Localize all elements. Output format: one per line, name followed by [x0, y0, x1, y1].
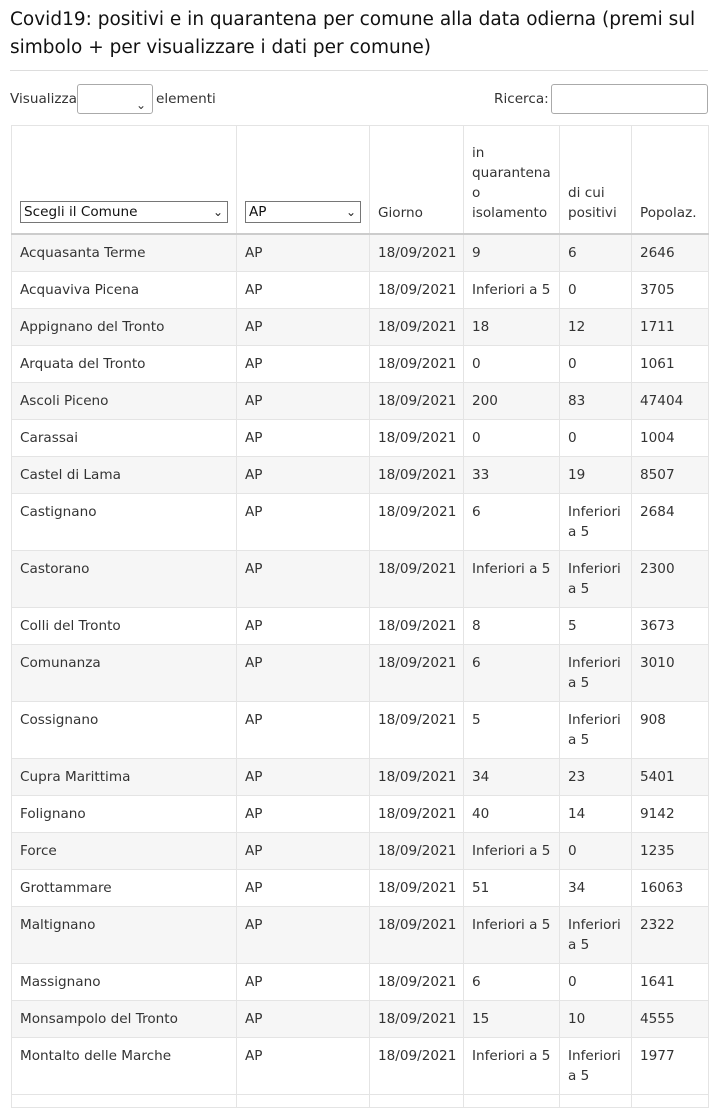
table-row[interactable] — [12, 1001, 709, 1038]
cell-giorno: 18/09/2021 — [370, 494, 464, 551]
table-row[interactable] — [12, 1038, 709, 1095]
cell-quarantena: 6 — [464, 964, 560, 1001]
cell-popolazione: 47404 — [632, 383, 709, 420]
cell-positivi: Inferiori a 5 — [560, 551, 632, 608]
cell-quarantena: 40 — [464, 796, 560, 833]
cell-popolazione: 16063 — [632, 870, 709, 907]
cell-comune: Comunanza — [12, 645, 237, 702]
cell-provincia: AP — [237, 702, 370, 759]
table-row[interactable] — [12, 702, 709, 759]
cell-comune: Acquaviva Picena — [12, 272, 237, 309]
cell-giorno: 18/09/2021 — [370, 645, 464, 702]
cell-giorno: 18/09/2021 — [370, 346, 464, 383]
cell-giorno: 18/09/2021 — [370, 383, 464, 420]
page-length-control — [10, 84, 216, 114]
table-row[interactable] — [12, 309, 709, 346]
cell-popolazione: 8507 — [632, 457, 709, 494]
cell-positivi: 5 — [560, 608, 632, 645]
cell-popolazione: 1711 — [632, 309, 709, 346]
cell-popolazione: 1977 — [632, 1038, 709, 1095]
comune-filter-select[interactable] — [20, 201, 228, 223]
cell-giorno: 18/09/2021 — [370, 870, 464, 907]
cell-provincia: AP — [237, 420, 370, 457]
cell-positivi: Inferiori a 5 — [560, 494, 632, 551]
cell-comune: Acquasanta Terme — [12, 234, 237, 272]
cell-popolazione: 908 — [632, 702, 709, 759]
empty-cell — [464, 1095, 560, 1108]
empty-cell — [12, 1095, 237, 1108]
cell-positivi: 0 — [560, 833, 632, 870]
table-row[interactable] — [12, 457, 709, 494]
cell-comune: Castignano — [12, 494, 237, 551]
chevron-down-icon: ⌄ — [345, 205, 356, 219]
cell-positivi: 19 — [560, 457, 632, 494]
cell-quarantena: 8 — [464, 608, 560, 645]
empty-cell — [237, 1095, 370, 1108]
cell-giorno: 18/09/2021 — [370, 234, 464, 272]
cell-comune: Folignano — [12, 796, 237, 833]
search-input[interactable] — [551, 84, 708, 114]
empty-cell — [370, 1095, 464, 1108]
title-divider — [10, 70, 708, 71]
cell-provincia: AP — [237, 309, 370, 346]
cell-quarantena: Inferiori a 5 — [464, 833, 560, 870]
cell-quarantena: 51 — [464, 870, 560, 907]
cell-provincia: AP — [237, 383, 370, 420]
cell-positivi: 23 — [560, 759, 632, 796]
cell-popolazione: 3705 — [632, 272, 709, 309]
cell-provincia: AP — [237, 964, 370, 1001]
cell-giorno: 18/09/2021 — [370, 608, 464, 645]
cell-positivi: Inferiori a 5 — [560, 1038, 632, 1095]
cell-positivi: 0 — [560, 346, 632, 383]
table-row[interactable] — [12, 645, 709, 702]
cell-provincia: AP — [237, 796, 370, 833]
header-positivi[interactable]: di cui positivi — [560, 126, 632, 235]
chevron-down-icon: ⌄ — [212, 205, 223, 219]
cell-provincia: AP — [237, 551, 370, 608]
cell-provincia: AP — [237, 234, 370, 272]
cell-comune: Monsampolo del Tronto — [12, 1001, 237, 1038]
cell-provincia: AP — [237, 608, 370, 645]
cell-provincia: AP — [237, 346, 370, 383]
cell-provincia: AP — [237, 1001, 370, 1038]
table-row[interactable] — [12, 420, 709, 457]
cell-provincia: AP — [237, 759, 370, 796]
cell-popolazione: 3673 — [632, 608, 709, 645]
cell-positivi: 34 — [560, 870, 632, 907]
cell-quarantena: 18 — [464, 309, 560, 346]
cell-giorno: 18/09/2021 — [370, 964, 464, 1001]
page-length-suffix: elementi — [156, 91, 216, 107]
cell-giorno: 18/09/2021 — [370, 702, 464, 759]
data-table — [11, 125, 709, 1108]
cell-provincia: AP — [237, 457, 370, 494]
cell-giorno: 18/09/2021 — [370, 1038, 464, 1095]
cell-comune: Maltignano — [12, 907, 237, 964]
cell-comune: Castorano — [12, 551, 237, 608]
provincia-filter-select[interactable] — [245, 201, 361, 223]
comune-filter-value: Scegli il Comune — [24, 204, 138, 220]
cell-comune: Cupra Marittima — [12, 759, 237, 796]
cell-quarantena: 6 — [464, 494, 560, 551]
cell-giorno: 18/09/2021 — [370, 420, 464, 457]
cell-positivi: 14 — [560, 796, 632, 833]
cell-popolazione: 2684 — [632, 494, 709, 551]
cell-comune: Colli del Tronto — [12, 608, 237, 645]
cell-provincia: AP — [237, 833, 370, 870]
table-body — [12, 234, 709, 1108]
table-row[interactable] — [12, 608, 709, 645]
cell-positivi: 12 — [560, 309, 632, 346]
header-popolazione[interactable]: Popolaz. — [632, 126, 709, 235]
cell-comune: Cossignano — [12, 702, 237, 759]
cell-quarantena: 34 — [464, 759, 560, 796]
header-comune — [12, 126, 237, 235]
cell-comune: Massignano — [12, 964, 237, 1001]
table-row[interactable] — [12, 796, 709, 833]
empty-cell — [632, 1095, 709, 1108]
header-quarantena[interactable]: in quarantena o isolamento — [464, 126, 560, 235]
provincia-filter-value: AP — [249, 204, 267, 220]
cell-quarantena: 0 — [464, 346, 560, 383]
table-row — [12, 1095, 709, 1108]
cell-popolazione: 2300 — [632, 551, 709, 608]
cell-popolazione: 4555 — [632, 1001, 709, 1038]
cell-quarantena: Inferiori a 5 — [464, 551, 560, 608]
cell-provincia: AP — [237, 494, 370, 551]
cell-quarantena: 9 — [464, 234, 560, 272]
cell-quarantena: 200 — [464, 383, 560, 420]
cell-positivi: 0 — [560, 964, 632, 1001]
cell-popolazione: 1235 — [632, 833, 709, 870]
cell-positivi: Inferiori a 5 — [560, 645, 632, 702]
cell-giorno: 18/09/2021 — [370, 907, 464, 964]
cell-comune: Appignano del Tronto — [12, 309, 237, 346]
cell-provincia: AP — [237, 907, 370, 964]
cell-provincia: AP — [237, 272, 370, 309]
cell-provincia: AP — [237, 645, 370, 702]
search-label: Ricerca: — [494, 91, 549, 107]
cell-positivi: 0 — [560, 420, 632, 457]
cell-popolazione: 1061 — [632, 346, 709, 383]
cell-quarantena: Inferiori a 5 — [464, 1038, 560, 1095]
header-provincia — [237, 126, 370, 235]
cell-positivi: 0 — [560, 272, 632, 309]
cell-popolazione: 2322 — [632, 907, 709, 964]
empty-cell — [560, 1095, 632, 1108]
page-length-select[interactable] — [77, 84, 153, 114]
cell-giorno: 18/09/2021 — [370, 833, 464, 870]
cell-positivi: 83 — [560, 383, 632, 420]
cell-provincia: AP — [237, 1038, 370, 1095]
cell-positivi: 6 — [560, 234, 632, 272]
cell-quarantena: 6 — [464, 645, 560, 702]
cell-giorno: 18/09/2021 — [370, 759, 464, 796]
cell-quarantena: Inferiori a 5 — [464, 272, 560, 309]
chevron-down-icon: ⌄ — [135, 98, 146, 112]
cell-comune: Force — [12, 833, 237, 870]
cell-quarantena: 15 — [464, 1001, 560, 1038]
cell-comune: Ascoli Piceno — [12, 383, 237, 420]
cell-comune: Carassai — [12, 420, 237, 457]
cell-positivi: 10 — [560, 1001, 632, 1038]
cell-giorno: 18/09/2021 — [370, 457, 464, 494]
cell-quarantena: Inferiori a 5 — [464, 907, 560, 964]
cell-popolazione: 1004 — [632, 420, 709, 457]
cell-popolazione: 2646 — [632, 234, 709, 272]
cell-giorno: 18/09/2021 — [370, 551, 464, 608]
page-length-label: Visualizza — [10, 91, 77, 107]
cell-popolazione: 5401 — [632, 759, 709, 796]
table-controls — [10, 84, 708, 114]
cell-quarantena: 0 — [464, 420, 560, 457]
table-row[interactable] — [12, 551, 709, 608]
cell-popolazione: 1641 — [632, 964, 709, 1001]
cell-giorno: 18/09/2021 — [370, 309, 464, 346]
cell-comune: Grottammare — [12, 870, 237, 907]
cell-comune: Montalto delle Marche — [12, 1038, 237, 1095]
cell-popolazione: 3010 — [632, 645, 709, 702]
cell-giorno: 18/09/2021 — [370, 1001, 464, 1038]
page-title: Covid19: positivi e in quarantena per comune alla data odierna (premi sul simbolo + per visualizzare i dati per comune) — [10, 9, 696, 58]
cell-quarantena: 33 — [464, 457, 560, 494]
table-row[interactable] — [12, 494, 709, 551]
cell-popolazione: 9142 — [632, 796, 709, 833]
cell-quarantena: 5 — [464, 702, 560, 759]
cell-positivi: Inferiori a 5 — [560, 702, 632, 759]
table-row[interactable] — [12, 759, 709, 796]
table-row[interactable] — [12, 833, 709, 870]
table-row[interactable] — [12, 234, 709, 272]
cell-giorno: 18/09/2021 — [370, 796, 464, 833]
table-row[interactable] — [12, 964, 709, 1001]
cell-provincia: AP — [237, 870, 370, 907]
table-header-row — [12, 126, 709, 235]
table-row[interactable] — [12, 383, 709, 420]
table-row[interactable] — [12, 346, 709, 383]
table-row[interactable] — [12, 272, 709, 309]
cell-positivi: Inferiori a 5 — [560, 907, 632, 964]
cell-comune: Castel di Lama — [12, 457, 237, 494]
cell-comune: Arquata del Tronto — [12, 346, 237, 383]
header-giorno[interactable]: Giorno — [370, 126, 464, 235]
cell-giorno: 18/09/2021 — [370, 272, 464, 309]
table-row[interactable] — [12, 907, 709, 964]
table-row[interactable] — [12, 870, 709, 907]
